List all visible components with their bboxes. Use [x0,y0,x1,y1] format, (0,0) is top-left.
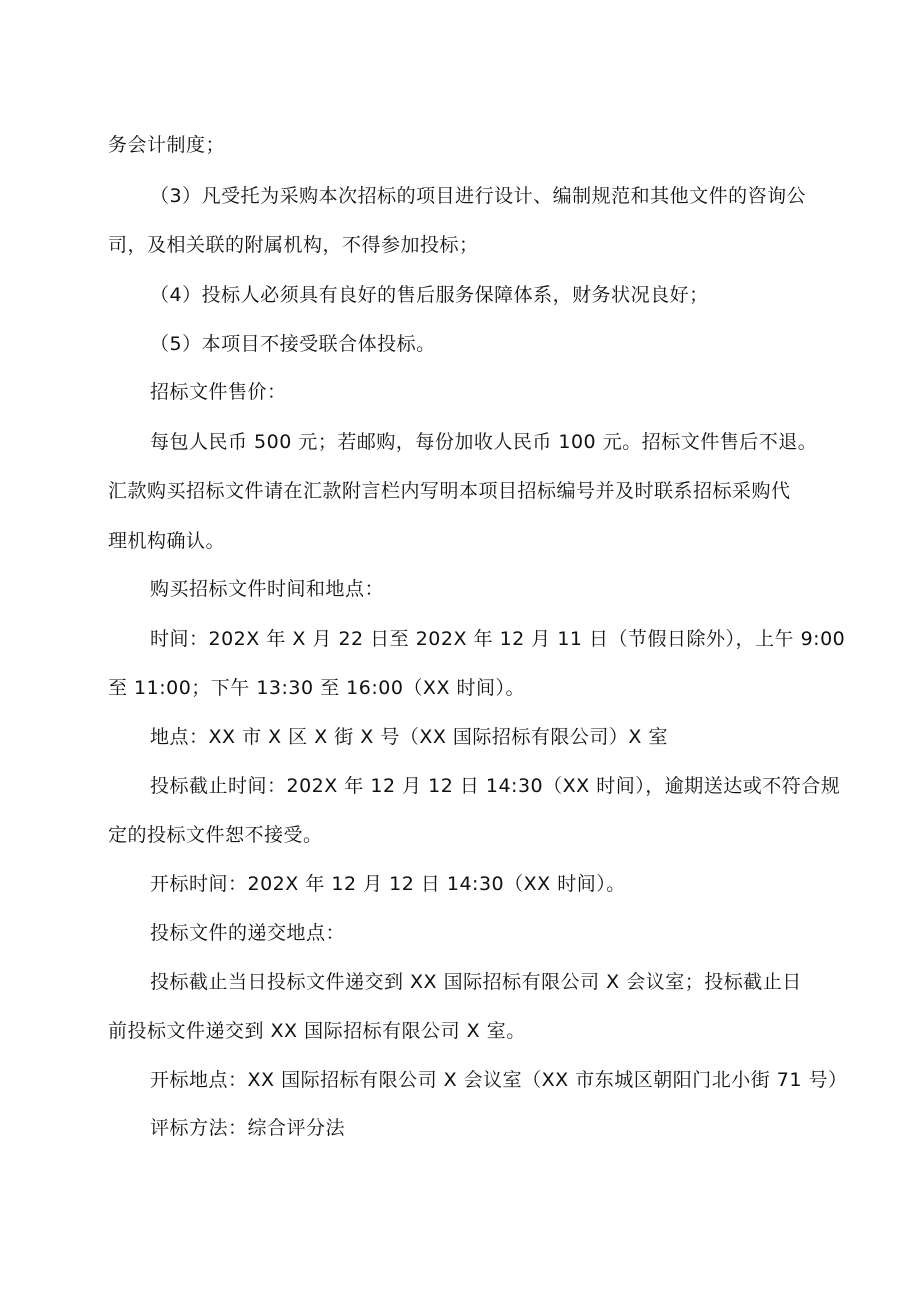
text-line-8: 汇款购买招标文件请在汇款附言栏内写明本项目招标编号并及时联系招标采购代 [108,480,791,502]
text-line-17: 投标文件的递交地点： [150,922,346,944]
text-line-21: 评标方法：综合评分法 [150,1117,346,1139]
text-line-2: （3）凡受托为采购本次招标的项目进行设计、编制规范和其他文件的咨询公 [150,185,807,207]
text-line-3: 司，及相关联的附属机构，不得参加投标； [108,234,479,256]
text-line-9: 理机构确认。 [108,530,226,552]
text-line-15: 定的投标文件恕不接受。 [108,824,323,846]
text-line-13: 地点：XX 市 X 区 X 街 X 号（XX 国际招标有限公司）X 室 [150,726,668,748]
text-line-12: 至 11:00；下午 13:30 至 16:00（XX 时间）。 [108,677,525,699]
text-line-4: （4）投标人必须具有良好的售后服务保障体系，财务状况良好； [150,284,709,306]
text-line-18: 投标截止当日投标文件递交到 XX 国际招标有限公司 X 会议室；投标截止日 [150,971,802,993]
text-line-20: 开标地点：XX 国际招标有限公司 X 会议室（XX 市东城区朝阳门北小街 71 号） [150,1069,848,1091]
text-line-7: 每包人民币 500 元；若邮购，每份加收人民币 100 元。招标文件售后不退。 [150,431,818,453]
text-line-6: 招标文件售价： [150,381,287,403]
text-line-11: 时间：202X 年 X 月 22 日至 202X 年 12 月 11 日（节假日除外），上午 9:00 [150,628,846,650]
text-line-1: 务会计制度； [108,134,226,156]
text-line-14: 投标截止时间：202X 年 12 月 12 日 14:30（XX 时间），逾期送达或不符合规 [150,775,841,797]
text-line-19: 前投标文件递交到 XX 国际招标有限公司 X 室。 [108,1020,526,1042]
text-line-5: （5）本项目不接受联合体投标。 [150,333,436,355]
text-line-16: 开标时间：202X 年 12 月 12 日 14:30（XX 时间）。 [150,873,626,895]
text-line-10: 购买招标文件时间和地点： [150,578,385,600]
